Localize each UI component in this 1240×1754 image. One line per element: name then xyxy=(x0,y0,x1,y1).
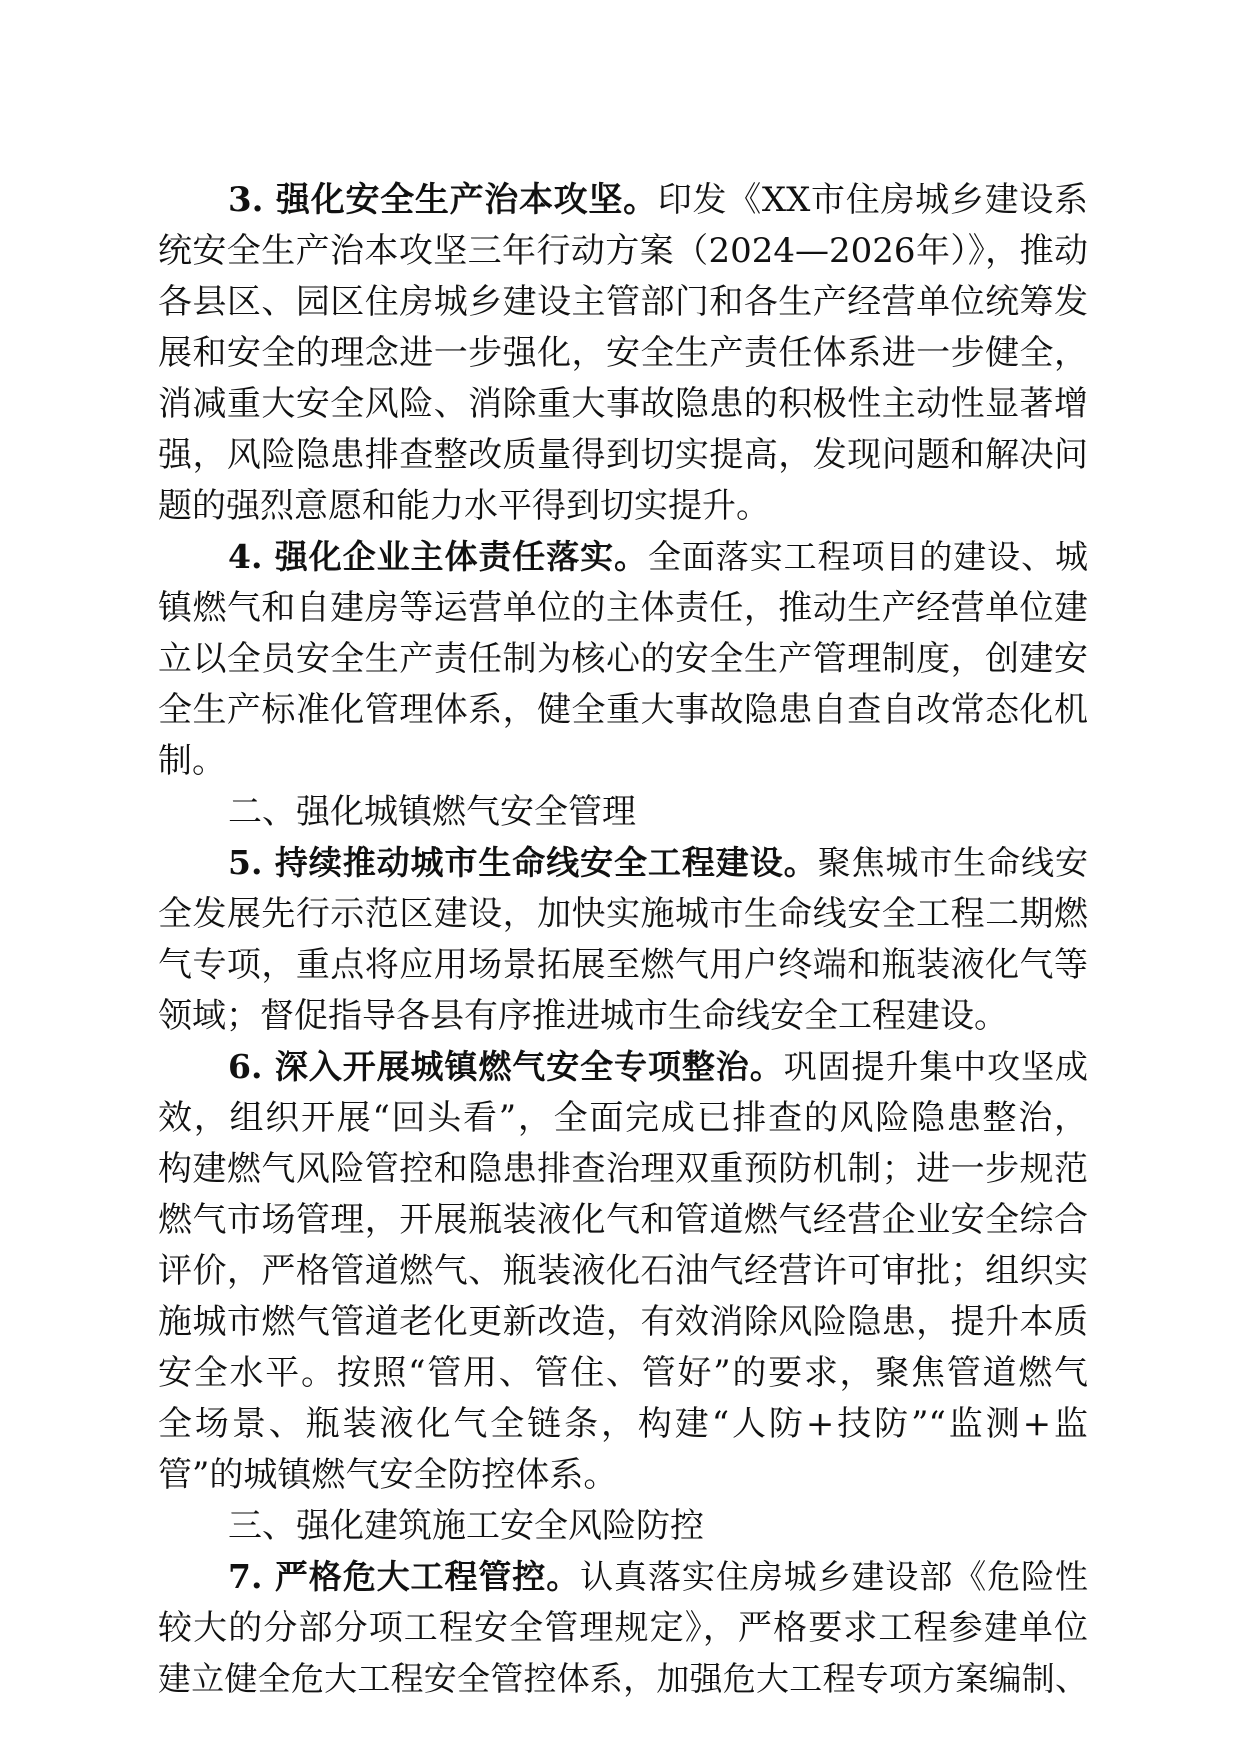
paragraph-line xyxy=(158,430,1088,480)
paragraph-line xyxy=(228,1552,1088,1602)
line-text: 镇燃气和自建房等运营单位的主体责任，推动生产经营单位建 xyxy=(158,588,1088,628)
line-text: 强，风险隐患排查整改质量得到切实提高，发现问题和解决问 xyxy=(158,435,1088,475)
paragraph-line xyxy=(158,1450,1088,1500)
line-text: 效，组织开展“回头看”，全面完成已排查的风险隐患整治， xyxy=(158,1098,1088,1138)
paragraph-line xyxy=(158,1144,1088,1194)
line-text: 气专项，重点将应用场景拓展至燃气用户终端和瓶装液化气等 xyxy=(158,945,1088,985)
paragraph-line xyxy=(158,1195,1088,1245)
line-text: 统安全生产治本攻坚三年行动方案（2024—2026年）》，推动 xyxy=(158,231,1088,271)
line-text: 全面落实工程项目的建设、城 xyxy=(647,537,1088,576)
line-text: 建立健全危大工程安全管控体系，加强危大工程专项方案编制、 xyxy=(158,1659,1088,1698)
item-heading: 5. 持续推动城市生命线安全工程建设。 xyxy=(228,843,818,882)
line-text: 认真落实住房城乡建设部《危险性 xyxy=(580,1557,1089,1596)
section-heading xyxy=(228,1501,1088,1551)
paragraph-line xyxy=(228,532,1088,582)
paragraph-line xyxy=(158,940,1088,990)
paragraph-line xyxy=(228,1042,1088,1092)
line-text: 较大的分部分项工程安全管理规定》，严格要求工程参建单位 xyxy=(158,1608,1088,1648)
item-heading: 7. 严格危大工程管控。 xyxy=(228,1557,581,1596)
paragraph-line xyxy=(158,379,1088,429)
item-heading: 3. 强化安全生产治本攻坚。 xyxy=(228,180,658,220)
paragraph-line xyxy=(158,481,1088,531)
paragraph-line xyxy=(158,736,1088,786)
paragraph-line xyxy=(158,1654,1088,1704)
line-text: 构建燃气风险管控和隐患排查治理双重预防机制；进一步规范 xyxy=(158,1149,1088,1189)
item-heading: 4. 强化企业主体责任落实。 xyxy=(228,537,648,576)
section-heading xyxy=(228,787,1088,837)
paragraph-line xyxy=(158,1399,1088,1449)
line-text: 立以全员安全生产责任制为核心的安全生产管理制度，创建安 xyxy=(158,639,1088,679)
line-text: 展和安全的理念进一步强化，安全生产责任体系进一步健全， xyxy=(158,333,1088,373)
line-text: 消减重大安全风险、消除重大事故隐患的积极性主动性显著增 xyxy=(158,384,1088,424)
line-text: 评价，严格管道燃气、瓶装液化石油气经营许可审批；组织实 xyxy=(158,1251,1088,1291)
line-text: 施城市燃气管道老化更新改造，有效消除风险隐患，提升本质 xyxy=(158,1302,1088,1342)
paragraph-line xyxy=(158,583,1088,633)
line-text: 印发《XX市住房城乡建设系 xyxy=(657,180,1088,220)
paragraph-line xyxy=(158,1603,1088,1653)
paragraph-line xyxy=(158,1246,1088,1296)
section-heading-text: 二、强化城镇燃气安全管理 xyxy=(228,792,636,832)
line-text: 全发展先行示范区建设，加快实施城市生命线安全工程二期燃 xyxy=(158,894,1088,934)
paragraph-line xyxy=(158,1348,1088,1398)
line-text: 全场景、瓶装液化气全链条，构建“人防+技防”“监测+监 xyxy=(158,1404,1088,1444)
paragraph-line xyxy=(158,634,1088,684)
line-text: 制。 xyxy=(158,741,226,781)
section-heading-text: 三、强化建筑施工安全风险防控 xyxy=(228,1506,704,1546)
paragraph-line xyxy=(158,685,1088,735)
line-text: 全生产标准化管理体系，健全重大事故隐患自查自改常态化机 xyxy=(158,690,1088,730)
paragraph-line xyxy=(228,838,1088,888)
line-text: 题的强烈意愿和能力水平得到切实提升。 xyxy=(158,486,770,526)
line-text: 安全水平。按照“管用、管住、管好”的要求，聚焦管道燃气 xyxy=(158,1353,1088,1393)
paragraph-line xyxy=(158,277,1088,327)
paragraph-line xyxy=(158,1093,1088,1143)
paragraph-line xyxy=(158,991,1088,1041)
paragraph-line xyxy=(158,889,1088,939)
item-heading: 6. 深入开展城镇燃气安全专项整治。 xyxy=(228,1047,784,1086)
paragraph-line xyxy=(158,226,1088,276)
line-text: 领域；督促指导各县有序推进城市生命线安全工程建设。 xyxy=(158,996,1008,1036)
line-text: 燃气市场管理，开展瓶装液化气和管道燃气经营企业安全综合 xyxy=(158,1200,1088,1240)
line-text: 聚焦城市生命线安 xyxy=(817,843,1088,882)
line-text: 管”的城镇燃气安全防控体系。 xyxy=(158,1455,618,1495)
line-text: 巩固提升集中攻坚成 xyxy=(783,1047,1088,1086)
line-text: 各县区、园区住房城乡建设主管部门和各生产经营单位统筹发 xyxy=(158,282,1088,322)
paragraph-line xyxy=(158,328,1088,378)
paragraph-line xyxy=(228,175,1088,225)
paragraph-line xyxy=(158,1297,1088,1347)
